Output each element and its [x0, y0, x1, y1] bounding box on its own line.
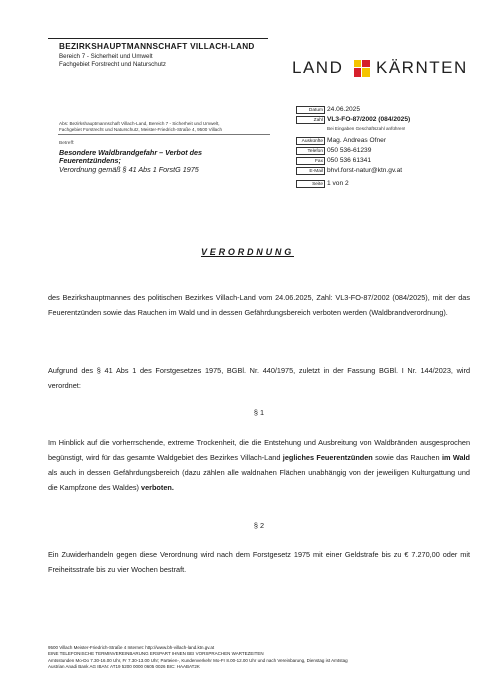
info-value: 050 536 61341	[327, 157, 372, 164]
section-1-paragraph	[48, 435, 470, 495]
section-1-emphasis: im Wald	[441, 453, 470, 462]
section-2-heading: § 2	[253, 521, 265, 530]
info-label: Auskünfte	[296, 137, 325, 145]
return-address-line: Abs: Bezirkshauptmannschaft Villach-Land, Bereich 7 - Sicherheit und Umwelt,	[59, 121, 220, 126]
section-2-paragraph: Ein Zuwiderhandeln gegen diese Verordnung wird nach dem Forstgesetz 1975 mit einer Geldstrafe bis zu € 7.270,00 oder mit Freiheitsstrafe bis zu vier Wochen bestraft.	[48, 550, 470, 574]
section-1-emphasis: jegliches Feuerentzünden	[282, 453, 373, 462]
info-label: Datum	[296, 106, 325, 114]
document-title: VERORDNUNG	[200, 247, 294, 257]
legal-basis-paragraph: Aufgrund des § 41 Abs 1 des Forstgesetzes 1975, BGBl. Nr. 440/1975, zuletzt in der Fassung BGBl. I Nr. 144/2023, wird verordnet:	[48, 366, 470, 390]
intro-paragraph: des Bezirkshauptmannes des politischen Bezirkes Villach-Land vom 24.06.2025, Zahl: VL3-FO-87/2002 (084/2025), mit der das Feuerentzünden sowie das Rauchen im Wald und in dessen Gefährdungsbereich verboten werden (Waldbrandverordnung).	[48, 293, 470, 317]
authority-name: BEZIRKSHAUPTMANNSCHAFT VILLACH-LAND	[59, 42, 255, 51]
return-address-line: Fachgebiet Forstrecht und Naturschutz, Meister-Friedrich-Straße 4, 9500 Villach	[59, 127, 223, 132]
header-rule	[48, 38, 268, 39]
zahl-note: Bei Eingaben Geschäftszahl anführen!	[327, 126, 406, 131]
info-value: 24.06.2025	[327, 106, 361, 113]
footer	[48, 645, 488, 671]
info-label: E-Mail	[296, 167, 325, 175]
section-1-heading: § 1	[253, 408, 265, 417]
info-value: 1 von 2	[327, 180, 349, 187]
coat-of-arms-icon	[354, 60, 370, 77]
info-label: Telefon	[296, 147, 325, 155]
footer-line: Austrian Anadi Bank AG IBAN: AT19 5200 0000 0605 0026 BIC: HAABAT2K	[48, 664, 200, 670]
subject-line: Verordnung gemäß § 41 Abs 1 ForstG 1975	[59, 164, 199, 174]
logo-text-land: LAND	[292, 58, 344, 77]
section-1-text: Im Hinblick auf die vorherrschende, extreme Trockenheit, die die Entstehung und Ausbreitung von Waldbränden ausgesprochen begünstigt, wird für das gesamte Waldgebiet des Bezirkes Villach-Land	[48, 438, 470, 462]
subject-block	[59, 140, 274, 174]
footer-line: EINE TELEFONISCHE TERMINVEREINBARUNG ERSPART IHNEN BEI VORSPRACHEN WARTEZEITEN	[48, 651, 264, 657]
logo-text-kaernten: KÄRNTEN	[376, 58, 468, 77]
return-address-rule	[58, 134, 270, 135]
section-1-emphasis: verboten.	[141, 483, 174, 492]
section-name: Fachgebiet Forstrecht und Naturschutz	[59, 61, 166, 68]
info-label: Zahl	[296, 116, 325, 124]
section-1-text: sowie das Rauchen	[372, 453, 442, 462]
department-name: Bereich 7 - Sicherheit und Umwelt	[59, 53, 153, 60]
land-kaernten-logo	[292, 58, 468, 80]
subject-line: Besondere Waldbrandgefahr – Verbot des	[59, 147, 202, 157]
footer-line: 9500 Villach Meister-Friedrich-Straße 4 Internet: http://www.bh-villach-land.ktn.gv.at	[48, 645, 215, 650]
info-value: bhvl.forst-natur@ktn.gv.at	[327, 167, 403, 174]
footer-line: Amtsstunden Mo-Do 7.30-16.00 Uhr, Fr 7.30-13.00 Uhr; Parteien-, Kundenverkehr Mo-Fr 8.00-12.00 Uhr und nach Vereinbarung, Dienstag ist Amtstag	[48, 657, 348, 663]
return-address	[59, 121, 269, 133]
subject-line: Feuerentzündens;	[59, 156, 121, 165]
subject-label: Betreff:	[59, 141, 75, 146]
info-label: Seite	[296, 180, 325, 188]
info-value: VL3-FO-87/2002 (084/2025)	[327, 116, 411, 123]
section-1-text: als auch in dessen Gefährdungsbereich (dazu zählen alle waldnahen Flächen unabhängig von der jeweiligen Kulturgattung und die Kampfzone des Waldes)	[48, 468, 470, 492]
info-value: 050 536-61239	[327, 147, 372, 154]
info-value: Mag. Andreas Ofner	[327, 137, 387, 144]
info-label: Fax	[296, 157, 325, 165]
